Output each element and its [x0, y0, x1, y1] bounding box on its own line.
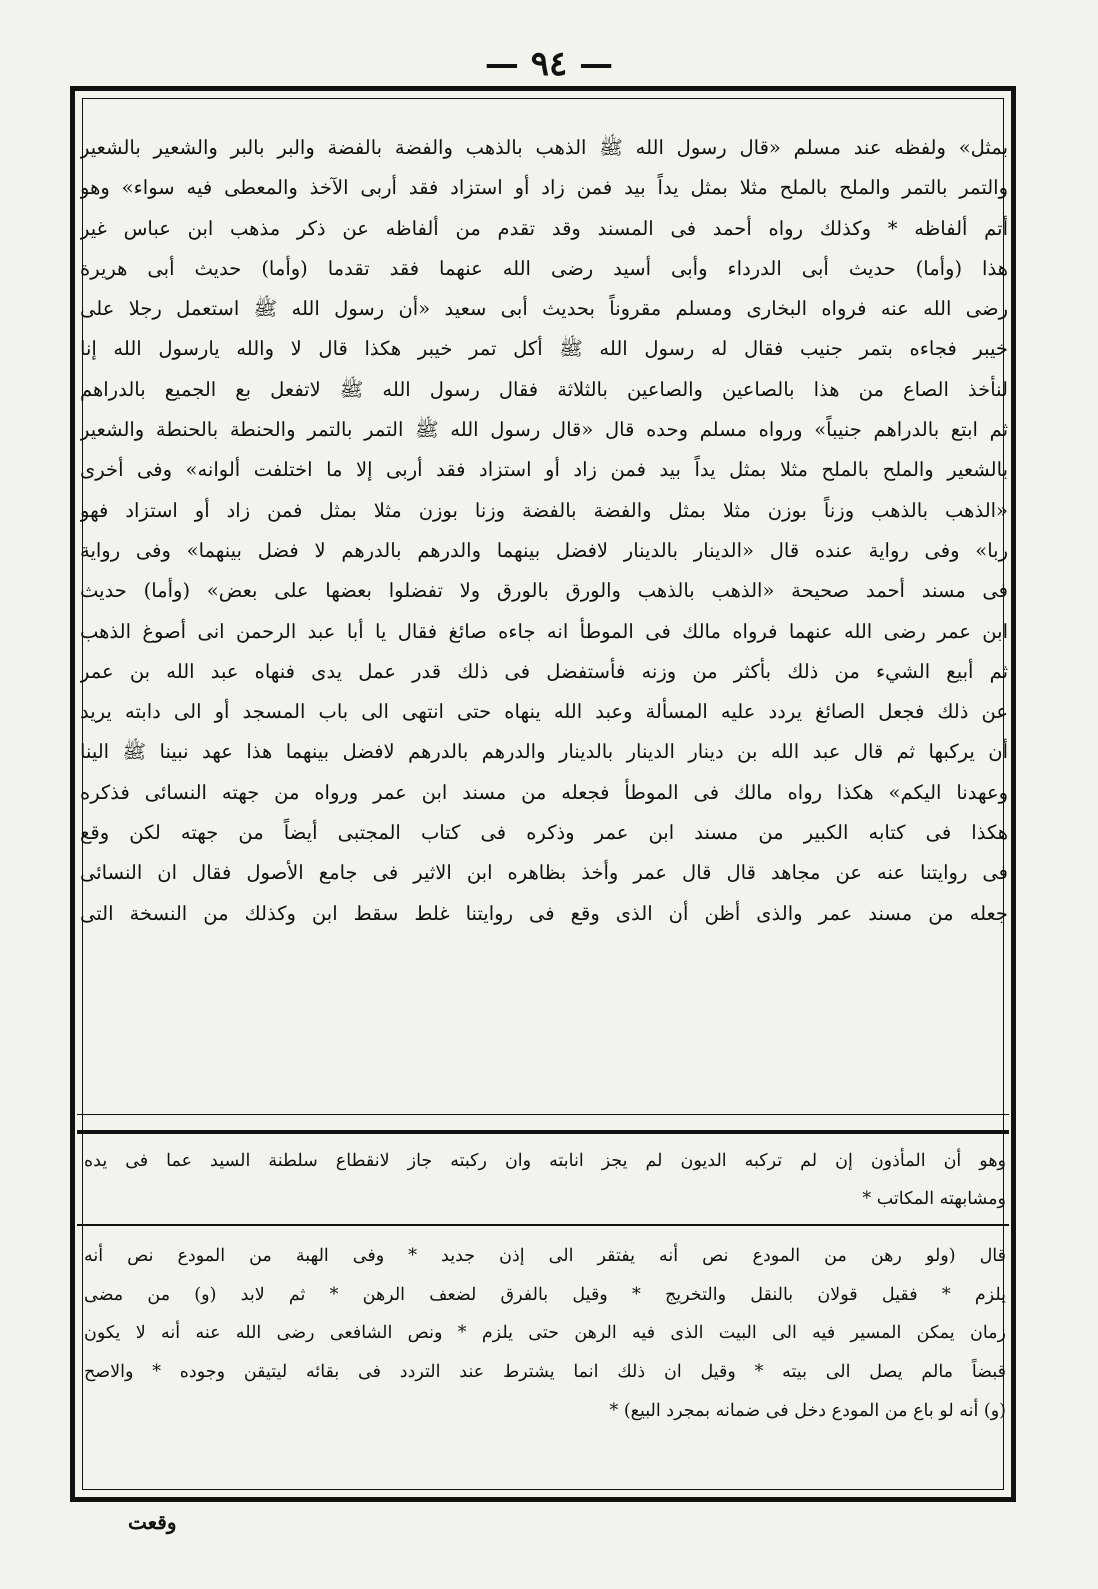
commentary-line: (و) أنه لو باع من المودع دخل فى ضمانه بمجرد البيع) *	[609, 1400, 1006, 1421]
main-text-line: ثم أبيع الشيء من ذلك بأكثر من وزنه فأستفضل فى ذلك قدر عمل يدى فنهاه عبد الله بن عمر	[80, 659, 1008, 683]
commentary-line: قال (ولو رهن من المودع نص أنه يفتقر الى إذن جديد * وفى الهبة من المودع نص أنه	[84, 1246, 1006, 1266]
main-text-line: رضى الله عنه فرواه البخارى ومسلم مقروناً بحديث أبى سعيد «أن رسول الله ﷺ استعمل رجلا على	[80, 297, 1008, 321]
catchword: وقعت	[128, 1510, 177, 1534]
commentary-line: ومشابهته المكاتب *	[862, 1189, 1006, 1209]
main-text-line: ثم ابتع بالدراهم جنيباً» ورواه مسلم وحده قال «قال رسول الله ﷺ التمر بالتمر والحنطة بالحنطة والشعير	[80, 418, 1008, 442]
main-text-line: ربا» وفى رواية عنده قال «الدينار بالدينار لافضل بينهما والدرهم بالدرهم لا فضل بينهما» وفى رواية	[80, 538, 1008, 562]
main-text-line: بمثل» ولفظه عند مسلم «قال رسول الله ﷺ الذهب بالذهب والفضة بالفضة والبر بالبر والشعير بالشعير	[80, 136, 1008, 159]
section-divider-thin	[77, 1114, 1009, 1115]
commentary-line: يلزم * فقيل قولان بالنقل والتخريج * وقيل بالفرق لضعف الرهن * ثم لابد (و) من مضى	[84, 1284, 1006, 1305]
main-text-line: أن يركبها ثم قال عبد الله بن دينار الدينار بالدينار والدرهم بالدرهم لافضل بينهما هذا عهد نبينا ﷺ الينا	[80, 740, 1008, 764]
main-text-line: لنأخذ الصاع من هذا بالصاعين والصاعين بالثلاثة فقال رسول الله ﷺ لاتفعل بع الجميع بالدراهم	[80, 377, 1008, 401]
section-divider-thick	[77, 1130, 1009, 1134]
main-text-line: أتم ألفاظه * وكذلك رواه أحمد فى المسند وقد تقدم من ألفاظه عن ذكر مذهب ابن عباس غير	[80, 216, 1008, 240]
main-text-line: وعهدنا اليكم» هكذا رواه مالك فى الموطأ فجعله من مسند ابن عمر ورواه من جهته النسائى فذكره	[80, 780, 1008, 804]
main-text-line: «الذهب بالذهب وزناً بوزن مثلا بمثل والفضة بالفضة وزنا بوزن مثلا بمثل فمن زاد أو استزاد فهو	[80, 498, 1008, 522]
commentary-line: وهو أن المأذون إن لم تركبه الديون لم يجز انابته وان ركبته جاز لانقطاع سلطنة السيد عما فى يده	[84, 1151, 1006, 1171]
main-text-line: والتمر بالتمر والملح بالملح مثلا بمثل يداً بيد فمن زاد أو استزاد فقد أربى الآخذ والمعطى فيه سواء» وهو	[80, 176, 1008, 200]
main-text-line: خيبر فجاءه بتمر جنيب فقال له رسول الله ﷺ أكل تمر خيبر هكذا قال لا والله يارسول الله إنا	[80, 337, 1008, 361]
commentary-divider	[77, 1224, 1009, 1226]
commentary-top-block	[84, 1142, 1006, 1218]
main-text-line: فى روايتنا عنه عن مجاهد قال قال عمر وأخذ بظاهره ابن الاثير فى جامع الأصول فقال ان النسائى	[80, 861, 1008, 885]
main-text-line: جعله من مسند عمر والذى أظن أن الذى وقع فى روايتنا غلط سقط ابن وكذلك من النسخة التى	[80, 901, 1008, 925]
main-text-line: عن ذلك فجعل الصائغ يردد عليه المسألة وعبد الله ينهاه حتى انتهى الى باب المسجد أو الى دابته يريد	[80, 700, 1008, 724]
page-number: — ٩٤ —	[484, 44, 614, 84]
main-text-line: هكذا فى كتابه الكبير من مسند ابن عمر وذكره فى كتاب المجتبى أيضاً من جهته لكن وقع	[80, 821, 1008, 845]
commentary-bottom-block	[84, 1237, 1006, 1430]
main-text-line: فى مسند أحمد صحيحة «الذهب بالذهب والورق بالورق ولا تفضلوا بعضها على بعض» (وأما) حديث	[80, 579, 1008, 603]
main-text-line: ابن عمر رضى الله عنهما فرواه مالك فى الموطأ انه جاءه صائغ فقال يا أبا عبد الرحمن انى أصوغ الذهب	[80, 619, 1008, 643]
commentary-line: زمان يمكن المسير فيه الى البيت الذى فيه الرهن حتى يلزم * ونص الشافعى رضى الله عنه أنه لا يكون	[84, 1323, 1006, 1344]
commentary-line: قبضاً مالم يصل الى بيته * وقيل ان ذلك انما يشترط عند التردد فى بقائه ليتيقن وجوده * والاصح	[84, 1362, 1006, 1383]
main-text-block	[80, 128, 1008, 934]
main-text-line: بالشعير والملح بالملح مثلا بمثل يداً بيد فمن زاد أو استزاد فقد أربى إلا ما اختلفت ألوانه» وفى أخرى	[80, 458, 1008, 482]
main-text-line: هذا (وأما) حديث أبى الدرداء وأبى أسيد رضى الله عنهما فقد تقدما (وأما) حديث أبى هريرة	[80, 256, 1008, 280]
